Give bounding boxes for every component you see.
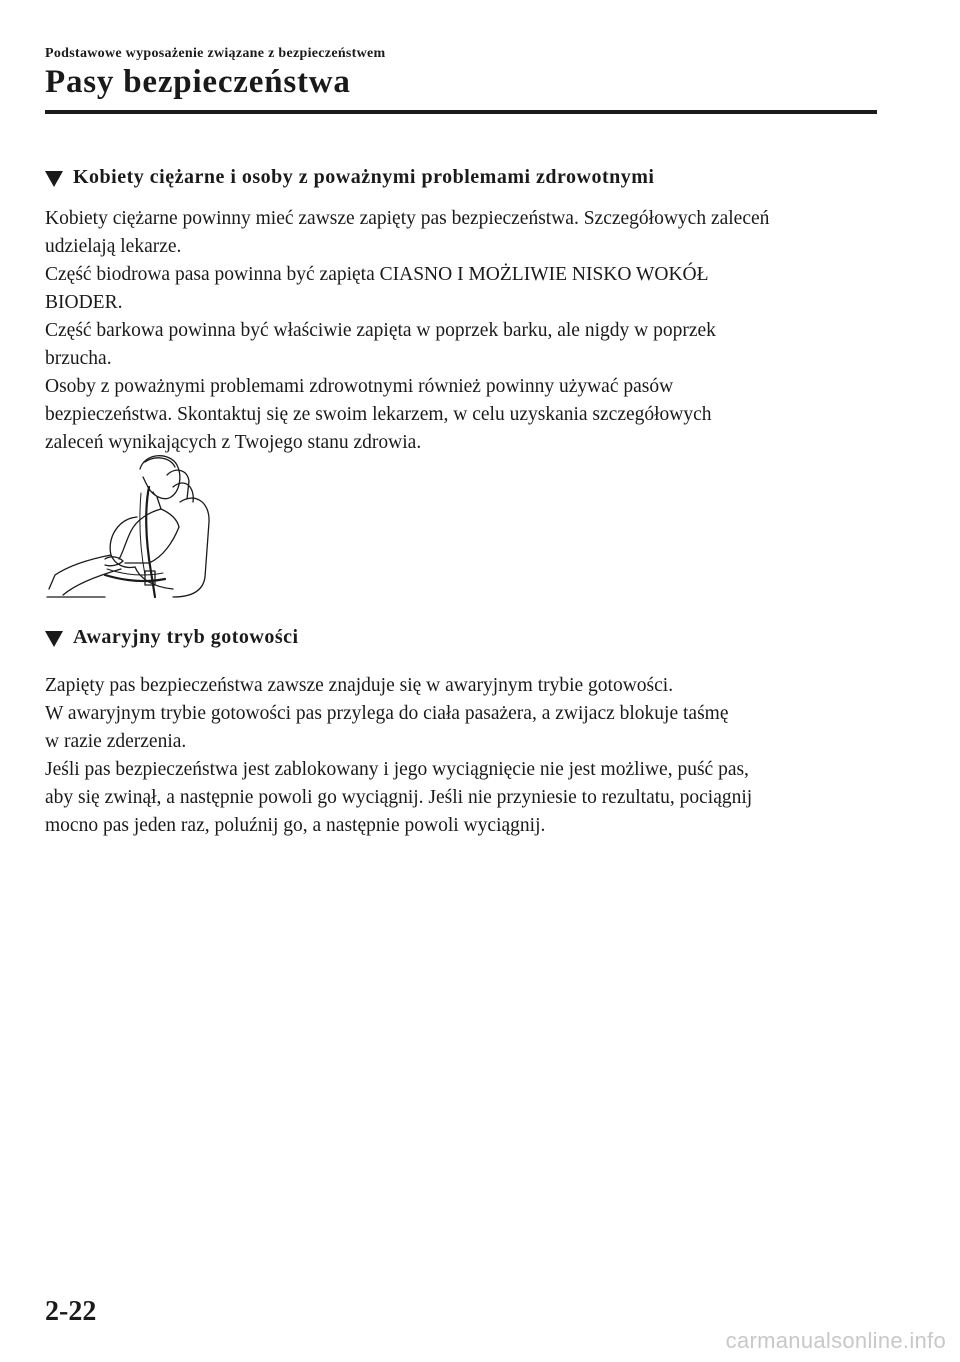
body-line: Osoby z poważnymi problemami zdrowotnymi również powinny używać pasów [45,376,674,397]
body-line: brzucha. [45,348,112,369]
body-line: Część barkowa powinna być właściwie zapięta w poprzek barku, ale nigdy w poprzek [45,320,716,341]
body-line: Jeśli pas bezpieczeństwa jest zablokowany i jego wyciągnięcie nie jest możliwe, puść pas, [45,759,749,780]
pregnant-woman-seatbelt-illustration [45,447,215,605]
section-body-pregnant [45,205,885,457]
page-number: 2-22 [45,1296,97,1327]
body-line: Część biodrowa pasa powinna być zapięta CIASNO I MOŻLIWIE NISKO WOKÓŁ [45,264,709,285]
section-heading-text: Awaryjny tryb gotowości [73,626,299,648]
body-line: aby się zwinął, a następnie powoli go wyciągnij. Jeśli nie przyniesie to rezultatu, pociągnij [45,787,753,808]
section-body-standby [45,672,885,840]
body-line: Kobiety ciężarne powinny mieć zawsze zapięty pas bezpieczeństwa. Szczegółowych zaleceń [45,208,770,229]
page-title: Pasy bezpieczeństwa [45,64,351,100]
triangle-bullet-icon [45,171,63,187]
section-heading-text: Kobiety ciężarne i osoby z poważnymi problemami zdrowotnymi [73,166,655,188]
header-divider [45,110,877,114]
body-line: zaleceń wynikających z Twojego stanu zdrowia. [45,432,422,453]
triangle-bullet-icon [45,631,63,647]
body-line: w razie zderzenia. [45,731,187,752]
body-line: Zapięty pas bezpieczeństwa zawsze znajduje się w awaryjnym trybie gotowości. [45,675,674,696]
section-heading-standby [45,626,299,649]
body-line: udzielają lekarze. [45,236,182,257]
body-line: bezpieczeństwa. Skontaktuj się ze swoim lekarzem, w celu uzyskania szczegółowych [45,404,712,425]
body-line: W awaryjnym trybie gotowości pas przylega do ciała pasażera, a zwijacz blokuje taśmę [45,703,729,724]
section-label: Podstawowe wyposażenie związane z bezpieczeństwem [45,46,386,61]
body-line: mocno pas jeden raz, poluźnij go, a następnie powoli wyciągnij. [45,815,546,836]
body-line: BIODER. [45,292,123,313]
section-heading-pregnant [45,166,655,189]
watermark: carmanualsonline.info [725,1328,946,1353]
